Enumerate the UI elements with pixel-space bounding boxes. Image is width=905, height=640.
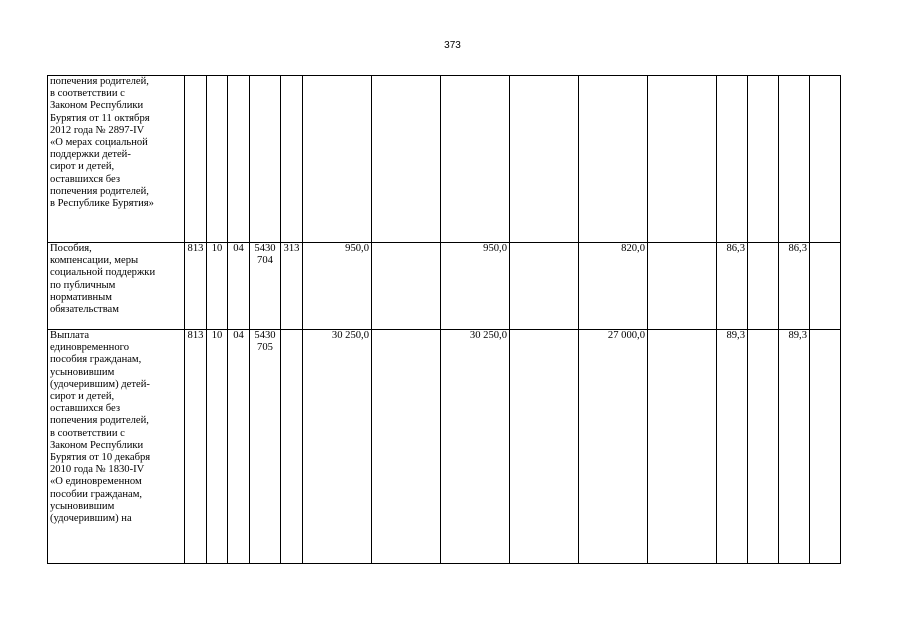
amount-cell xyxy=(510,330,579,564)
amount-cell xyxy=(441,76,510,243)
section-code: 10 xyxy=(207,243,228,330)
percent-cell xyxy=(810,76,841,243)
page-number: 373 xyxy=(444,40,461,51)
amount-cell: 820,0 xyxy=(579,243,648,330)
amount-cell: 30 250,0 xyxy=(303,330,372,564)
amount-cell xyxy=(579,76,648,243)
amount-cell: 950,0 xyxy=(441,243,510,330)
amount-cell xyxy=(648,330,717,564)
percent-cell xyxy=(748,330,779,564)
subsection-code: 04 xyxy=(228,243,250,330)
amount-cell xyxy=(648,76,717,243)
item-name: попечения родителей, в соответствии с Законом Республики Бурятия от 11 октября 2012 года № 2897-IV «О мерах социальной поддержки детей- сирот и детей, оставшихся без попечения родителей, в Республике Бурятия» xyxy=(48,76,185,243)
amount-cell xyxy=(372,330,441,564)
section-code xyxy=(207,76,228,243)
percent-cell: 86,3 xyxy=(717,243,748,330)
ministry-code xyxy=(185,76,207,243)
amount-cell: 30 250,0 xyxy=(441,330,510,564)
percent-cell xyxy=(717,76,748,243)
amount-cell xyxy=(372,76,441,243)
budget-table xyxy=(47,75,841,564)
target-code xyxy=(250,76,281,243)
amount-cell xyxy=(372,243,441,330)
target-code: 5430 704 xyxy=(250,243,281,330)
amount-cell: 27 000,0 xyxy=(579,330,648,564)
percent-cell xyxy=(779,76,810,243)
section-code: 10 xyxy=(207,330,228,564)
table-row xyxy=(48,330,841,564)
target-code: 5430 705 xyxy=(250,330,281,564)
percent-cell xyxy=(810,243,841,330)
percent-cell: 89,3 xyxy=(779,330,810,564)
item-name: Выплата единовременного пособия гражданам, усыновившим (удочерившим) детей- сирот и детей, оставшихся без попечения родителей, в соответствии с Законом Республики Бурятия от 10 декабря 2010 года № 1830-IV «О единовременном пособии гражданам, усыновившим (удочерившим) на xyxy=(48,330,185,564)
percent-cell xyxy=(748,243,779,330)
percent-cell xyxy=(748,76,779,243)
amount-cell: 950,0 xyxy=(303,243,372,330)
percent-cell xyxy=(810,330,841,564)
amount-cell xyxy=(648,243,717,330)
percent-cell: 89,3 xyxy=(717,330,748,564)
amount-cell xyxy=(510,76,579,243)
expense-type-code xyxy=(281,330,303,564)
expense-type-code: 313 xyxy=(281,243,303,330)
ministry-code: 813 xyxy=(185,330,207,564)
subsection-code: 04 xyxy=(228,330,250,564)
amount-cell xyxy=(510,243,579,330)
amount-cell xyxy=(303,76,372,243)
item-name: Пособия, компенсации, меры социальной поддержки по публичным нормативным обязательствам xyxy=(48,243,185,330)
ministry-code: 813 xyxy=(185,243,207,330)
table-row xyxy=(48,243,841,330)
expense-type-code xyxy=(281,76,303,243)
table-row xyxy=(48,76,841,243)
subsection-code xyxy=(228,76,250,243)
percent-cell: 86,3 xyxy=(779,243,810,330)
